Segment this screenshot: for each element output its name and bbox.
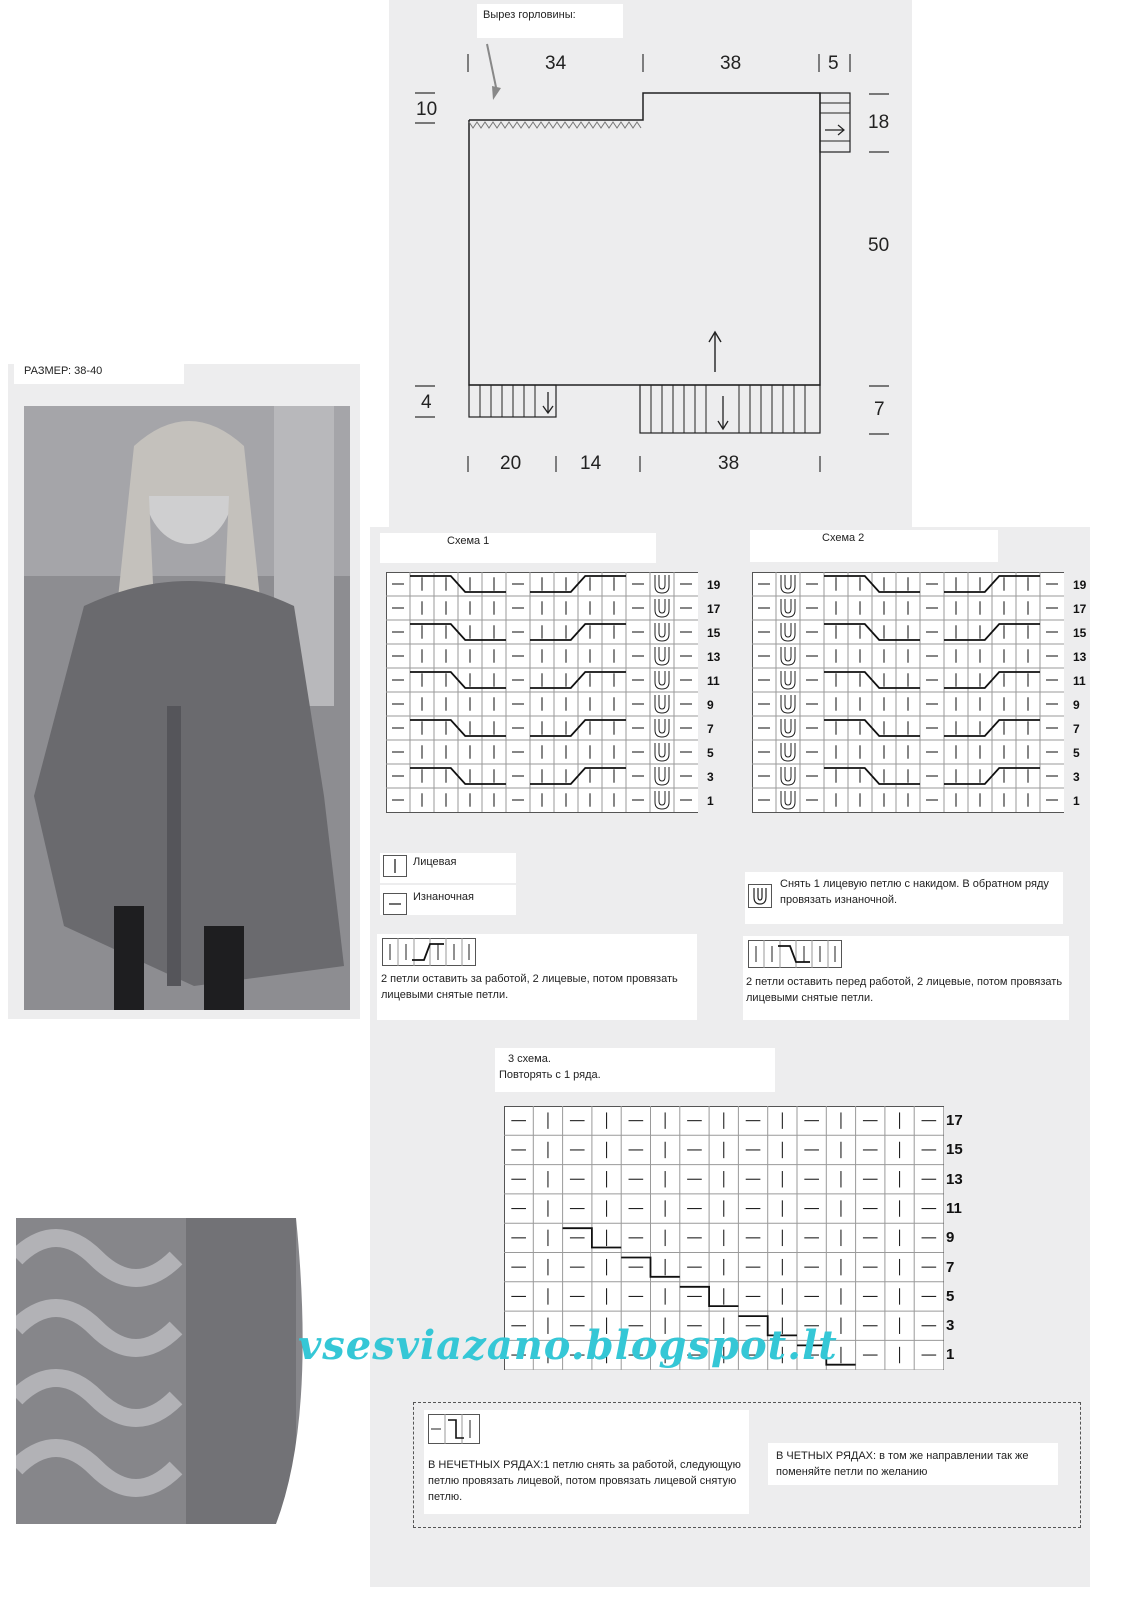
dim-right-18: 18	[868, 112, 890, 133]
scheme1-title: Схема 1	[447, 535, 490, 547]
dim-bottom-38: 38	[718, 453, 740, 474]
dim-left-10: 10	[416, 99, 438, 120]
row-number: 11	[946, 1199, 962, 1217]
cable-right-symbol-icon	[748, 940, 842, 968]
garment-schematic	[389, 0, 912, 527]
watermark: vsesviazano.blogspot.lt	[298, 1322, 838, 1369]
row-number: 7	[707, 722, 714, 736]
dim-right-7: 7	[874, 399, 885, 420]
row-number: 11	[1073, 674, 1086, 688]
row-number: 15	[946, 1141, 963, 1159]
row-number: 3	[1073, 770, 1080, 784]
twist-symbol-icon	[428, 1414, 480, 1444]
row-number: 7	[946, 1258, 955, 1276]
scheme1-chart	[386, 572, 698, 816]
odd-rows-instruction: В НЕЧЕТНЫХ РЯДАХ:1 петлю снять за работой, следующую петлю провязать лицевой, потом провязать лицевой снятую петлю.	[428, 1459, 741, 1503]
scheme3-title: 3 схема.	[508, 1053, 551, 1065]
legend-cable-right: 2 петли оставить перед работой, 2 лицевые, потом провязать лицевыми снятые петли.	[746, 976, 1063, 1004]
legend-cable-left: 2 петли оставить за работой, 2 лицевые, потом провязать лицевыми снятые петли.	[381, 973, 678, 1001]
model-photo	[24, 406, 350, 1010]
row-number: 9	[946, 1229, 955, 1247]
row-number: 19	[1073, 578, 1087, 592]
detail-photo	[16, 1218, 356, 1524]
row-number: 13	[1073, 650, 1087, 664]
even-rows-instruction: В ЧЕТНЫХ РЯДАХ: в том же направлении так же поменяйте петли по желанию	[776, 1450, 1029, 1478]
row-number: 1	[707, 794, 714, 808]
row-number: 3	[946, 1317, 955, 1335]
row-number: 17	[946, 1112, 963, 1129]
row-number: 15	[707, 626, 721, 640]
dim-top-5: 5	[828, 53, 839, 74]
scheme3-subtitle: Повторять с 1 ряда.	[499, 1069, 601, 1081]
row-number: 5	[946, 1287, 955, 1305]
dim-right-50: 50	[868, 235, 890, 256]
cable-left-symbol-icon	[382, 938, 476, 966]
size-label: РАЗМЕР: 38-40	[24, 365, 103, 377]
legend-slip: Снять 1 лицевую петлю с накидом. В обратном ряду провязать изнаночной.	[780, 878, 1049, 906]
row-number: 15	[1073, 626, 1087, 640]
row-number: 19	[707, 578, 721, 592]
dim-top-38: 38	[720, 53, 742, 74]
row-number: 9	[707, 698, 714, 712]
row-number: 5	[707, 746, 714, 760]
row-number: 1	[946, 1346, 955, 1364]
scheme2-chart	[752, 572, 1064, 816]
row-number: 7	[1073, 722, 1080, 736]
dim-left-4: 4	[421, 392, 432, 413]
row-number: 17	[707, 602, 721, 616]
dim-top-34: 34	[545, 53, 567, 74]
row-number: 11	[707, 674, 720, 688]
row-number: 9	[1073, 698, 1080, 712]
row-number: 3	[707, 770, 714, 784]
knit-symbol-icon	[383, 855, 407, 877]
row-number: 13	[946, 1170, 963, 1188]
legend-knit: Лицевая	[413, 856, 457, 868]
purl-symbol-icon	[383, 893, 407, 915]
legend-purl: Изнаночная	[413, 891, 474, 903]
scheme2-title: Схема 2	[822, 532, 865, 544]
dim-bottom-20: 20	[500, 453, 522, 474]
neckline-label: Вырез горловины:	[483, 9, 576, 21]
slip-symbol-icon	[748, 884, 772, 908]
row-number: 5	[1073, 746, 1080, 760]
row-number: 13	[707, 650, 721, 664]
row-number: 17	[1073, 602, 1087, 616]
dim-bottom-14: 14	[580, 453, 602, 474]
row-number: 1	[1073, 794, 1080, 808]
